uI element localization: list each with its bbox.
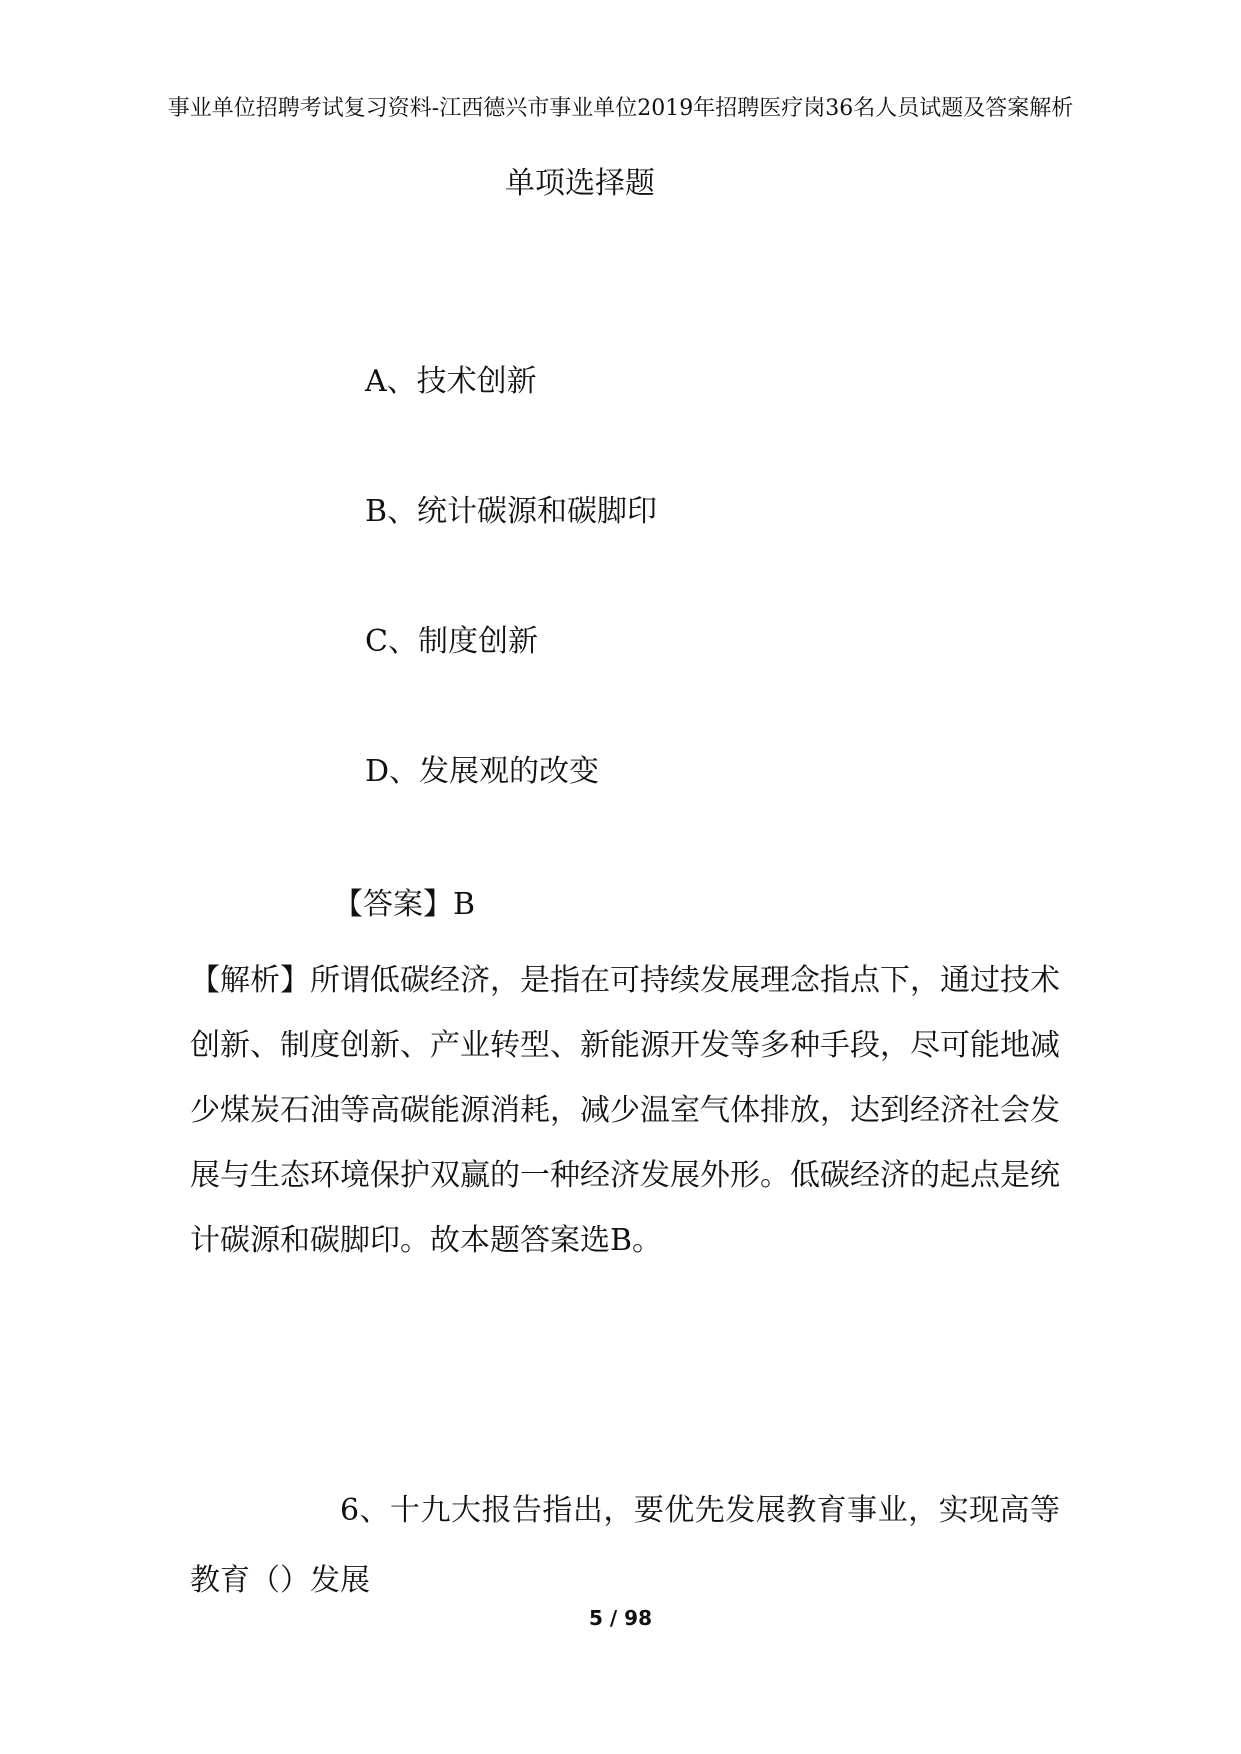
option-c: C、制度创新 — [365, 624, 538, 659]
question-6: 6、十九大报告指出，要优先发展教育事业，实现高等教育（）发展 — [190, 1493, 1060, 1598]
answer-text: 【答案】B — [333, 887, 476, 922]
section-title: 单项选择题 — [505, 166, 655, 201]
document-header: 事业单位招聘考试复习资料-江西德兴市事业单位2019年招聘医疗岗36名人员试题及答案解析 — [167, 96, 1074, 121]
page-number: 5 / 98 — [589, 1606, 652, 1630]
option-b: B、统计碳源和碳脚印 — [365, 494, 658, 529]
option-d: D、发展观的改变 — [365, 754, 600, 789]
option-a: A、技术创新 — [365, 364, 537, 399]
analysis-paragraph: 【解析】所谓低碳经济，是指在可持续发展理念指点下，通过技术创新、制度创新、产业转型、新能源开发等多种手段，尽可能地减少煤炭石油等高碳能源消耗，减少温室气体排放，达到经济社会发展与生态环境保护双赢的一种经济发展外形。低碳经济的起点是统计碳源和碳脚印。故本题答案选B。 — [190, 963, 1060, 1258]
